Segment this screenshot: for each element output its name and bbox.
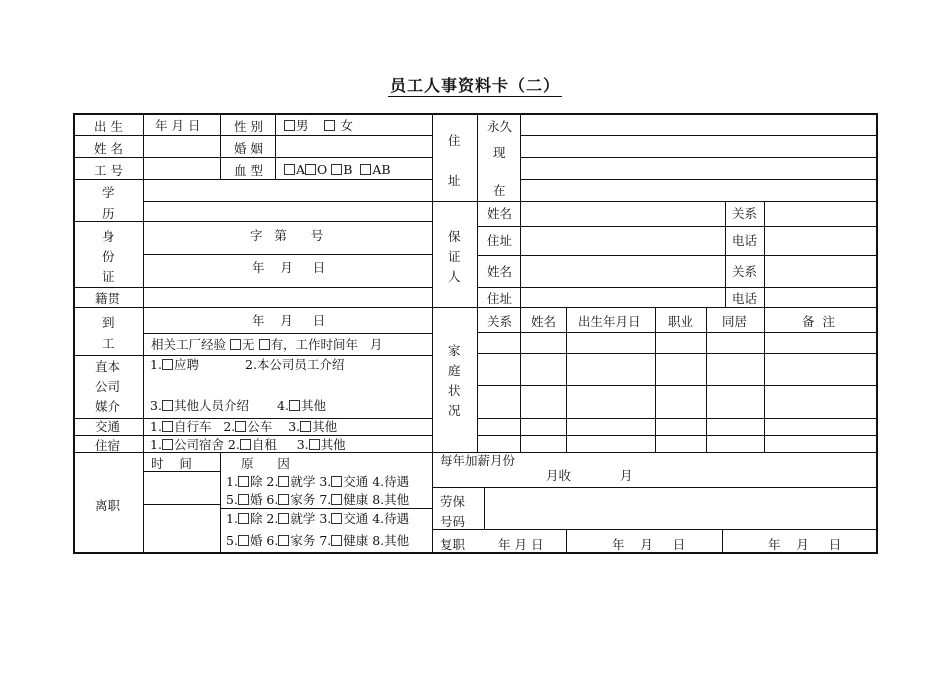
guarantor-address-label: 住址 — [487, 233, 513, 248]
rehire-label: 复职 — [440, 537, 466, 552]
reason-line-1[interactable]: 1. 除 2. 就学 3. 交通 4.待遇 — [226, 474, 410, 489]
arrive-date-field[interactable]: 年 月 日 — [252, 313, 326, 328]
family-label-3: 状 — [448, 383, 461, 398]
guarantor-relation-label: 关系 — [732, 206, 758, 221]
name-label: 姓 名 — [94, 141, 123, 156]
related-experience[interactable]: 相关工厂经验 无 有，工作时间年 月 — [151, 337, 383, 352]
media-label-1: 直本 — [95, 359, 121, 374]
male-label: 男 — [296, 118, 309, 133]
birth-label: 出 生 — [94, 119, 123, 134]
media-option-4[interactable]: 4. 其他 — [277, 398, 326, 413]
blood-options[interactable]: A O B AB — [284, 163, 391, 177]
guarantor2-phone-label: 电话 — [732, 291, 758, 306]
native-label: 籍贯 — [95, 291, 121, 306]
lodging-options[interactable]: 1. 公司宿舍 2. 自租 3. 其他 — [150, 437, 346, 452]
media-option-2[interactable]: 2.本公司员工介绍 — [245, 357, 345, 372]
female-label: 女 — [340, 118, 353, 133]
reason-line-2[interactable]: 5. 婚 6. 家务 7. 健康 8.其他 — [226, 492, 410, 507]
address-label-1: 住 — [448, 133, 461, 148]
education-label-1: 学 — [102, 185, 115, 200]
marriage-label: 婚 姻 — [234, 141, 263, 156]
family-label-2: 庭 — [448, 363, 461, 378]
media-label-3: 媒介 — [95, 399, 121, 414]
blood-label: 血 型 — [234, 163, 263, 178]
guarantor-phone-label: 电话 — [732, 233, 758, 248]
arrive-label-2: 工 — [102, 336, 115, 351]
gender-options[interactable] — [284, 119, 353, 133]
guarantor-label-2: 证 — [448, 249, 461, 264]
family-col-cohabit: 同居 — [722, 314, 748, 329]
permanent-label: 永久 — [487, 119, 513, 134]
reason-line-3[interactable]: 1. 除 2. 就学 3. 交通 4.待遇 — [226, 511, 410, 526]
lodging-label: 住宿 — [95, 438, 121, 453]
page-title: 员工人事资料卡（二） — [389, 76, 560, 95]
guarantor-label-1: 保 — [448, 229, 461, 244]
leave-reason-header: 原 因 — [241, 456, 290, 471]
id-number-field[interactable]: 字 第 号 — [250, 228, 324, 243]
traffic-label: 交通 — [95, 419, 121, 434]
family-col-birth: 出生年月日 — [578, 314, 641, 329]
birth-date-field[interactable]: 年 月 日 — [155, 118, 201, 133]
rehire-date-3[interactable]: 年 月 日 — [768, 537, 842, 552]
guarantor-name-label: 姓名 — [487, 206, 513, 221]
id-label-1: 身 — [102, 229, 115, 244]
rehire-date-1[interactable]: 年 月 日 — [498, 537, 544, 552]
family-col-relation: 关系 — [487, 314, 513, 329]
month-label: 月 — [620, 468, 633, 483]
current-label-2: 在 — [493, 183, 506, 198]
employee-no-label: 工 号 — [94, 163, 123, 178]
id-date-field[interactable]: 年 月 日 — [252, 260, 326, 275]
rehire-date-2[interactable]: 年 月 日 — [612, 537, 686, 552]
family-col-remark: 备 注 — [802, 314, 835, 329]
traffic-options[interactable]: 1. 自行车 2. 公车 3. 其他 — [150, 419, 338, 434]
address-label-2: 址 — [448, 173, 461, 188]
current-label-1: 现 — [493, 145, 506, 160]
media-option-1[interactable]: 1. 应聘 — [150, 357, 199, 372]
leave-time-header: 时 间 — [151, 456, 192, 471]
gender-label: 性 别 — [234, 119, 263, 134]
monthly-label: 月收 — [546, 468, 572, 483]
guarantor-label-3: 人 — [448, 269, 461, 284]
reason-line-4[interactable]: 5. 婚 6. 家务 7. 健康 8.其他 — [226, 533, 410, 548]
arrive-label-1: 到 — [102, 315, 115, 330]
media-option-3[interactable]: 3. 其他人员介绍 — [150, 398, 249, 413]
guarantor2-relation-label: 关系 — [732, 264, 758, 279]
family-label-4: 况 — [448, 403, 461, 418]
media-label-2: 公司 — [95, 379, 121, 394]
insurance-label-1: 劳保 — [440, 494, 466, 509]
male-checkbox[interactable] — [284, 120, 295, 131]
female-checkbox[interactable] — [324, 120, 335, 131]
raise-month-label: 每年加薪月份 — [440, 453, 516, 468]
id-label-3: 证 — [102, 269, 115, 284]
family-col-job: 职业 — [668, 314, 694, 329]
insurance-label-2: 号码 — [440, 514, 466, 529]
id-label-2: 份 — [102, 249, 115, 264]
guarantor2-name-label: 姓名 — [487, 264, 513, 279]
family-label-1: 家 — [448, 343, 461, 358]
family-col-name: 姓名 — [531, 314, 557, 329]
guarantor2-address-label: 住址 — [487, 291, 513, 306]
education-label-2: 历 — [102, 206, 115, 221]
leave-label: 离职 — [95, 498, 121, 513]
